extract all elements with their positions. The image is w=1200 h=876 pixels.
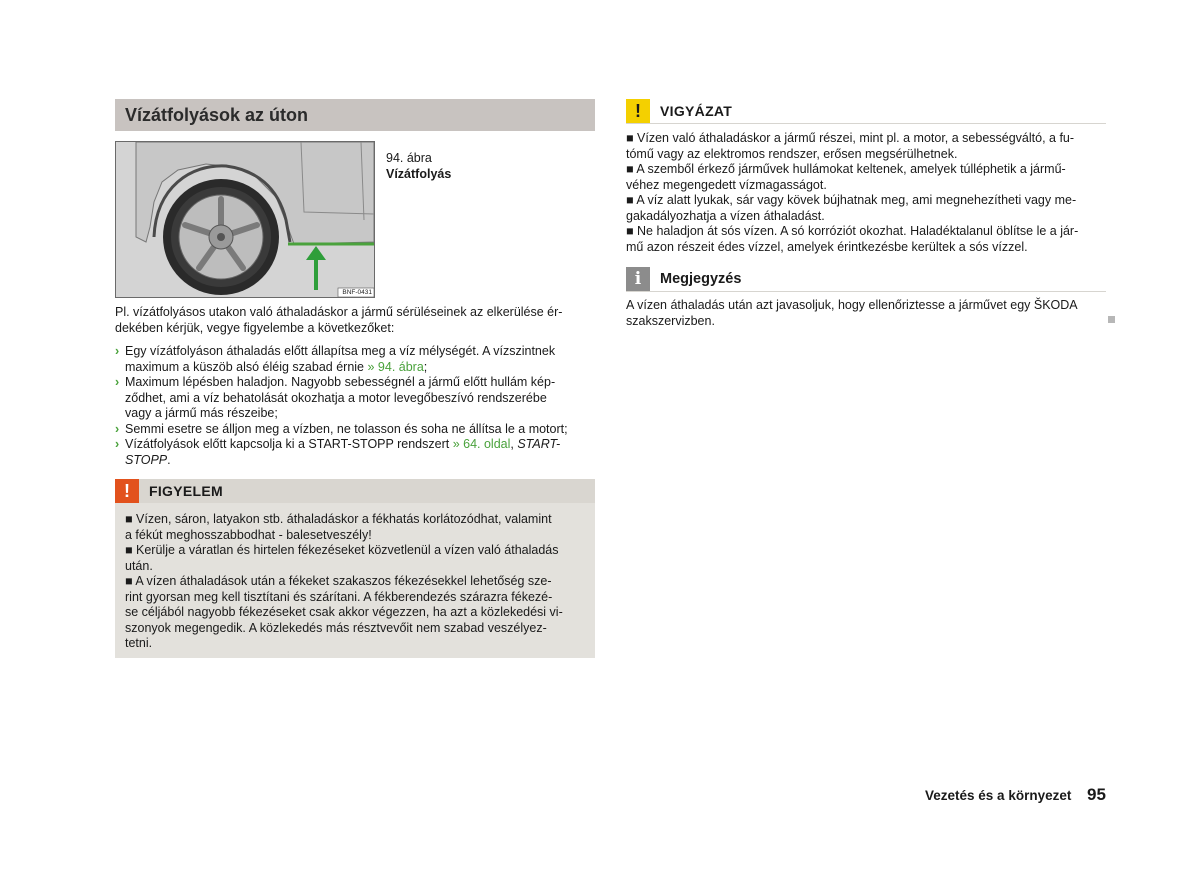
caution-text: ■ Vízen való áthaladáskor a jármű részei, mint pl. a motor, a sebességváltó, a fu- tómű vagy az elektromos rendszer, erősen megsérülhetnek. ■ A szemből érkező járművek hullámokat keltenek, amelyek túlléphetik a jármű- véhez megengedett vízmagasságot. ■ A víz alatt lyukak, sár vagy kövek bújhatnak meg, ami megnehezítheti vagy me- gakadályozhatja a vízen áthaladást. ■ Ne haladjon át sós vízen. A só korróziót okozhat. Haladéktalanul öblítse le a jár- mű azon részeit édes vízzel, amelyek érintkezésbe kerültek a sós vízzel.	[626, 131, 1079, 254]
footer-section-name: Vezetés és a környezet	[925, 788, 1072, 803]
figure-link[interactable]: » 94. ábra	[367, 359, 424, 374]
chevron-right-icon: ›	[115, 437, 120, 451]
list-item: › Egy vízátfolyáson áthaladás előtt állapítsa meg a víz mélységét. A vízszintnek maximum a küszöb alsó éléig szabad érnie » 94. ábra;	[115, 344, 556, 374]
chevron-right-icon: ›	[115, 375, 120, 389]
list-item: › Semmi esetre se álljon meg a vízben, ne tolasson és soha ne állítsa le a motort;	[115, 421, 568, 436]
figure-caption	[386, 150, 451, 182]
warning-header	[115, 479, 595, 503]
figure-code: BNF-0431	[342, 289, 372, 296]
figure-title: Vízátfolyás	[386, 167, 452, 181]
intro-paragraph	[115, 305, 590, 336]
section-heading	[115, 99, 595, 131]
page-link[interactable]: » 64. oldal	[452, 437, 511, 451]
note-title: Megjegyzés	[660, 271, 742, 287]
page-number: 95	[1087, 785, 1106, 804]
chevron-right-icon: ›	[115, 344, 120, 358]
exclamation-icon: !	[626, 99, 650, 123]
warning-box-figyelem	[115, 479, 595, 658]
figure-wheel-illustration	[115, 141, 375, 298]
list-item: › Maximum lépésben haladjon. Nagyobb sebességnél a jármű előtt hullám kép- ződhet, ami a víz behatolását okozhatja a motor levegőbeszívó rendszerébe vagy a jármű más részeibe;	[115, 375, 556, 420]
figure-number: 94. ábra	[386, 151, 432, 165]
info-icon: i	[626, 267, 650, 291]
note-text: A vízen áthaladás után azt javasoljuk, hogy ellenőriztesse a járművet egy ŠKODA szakszervizben.	[626, 298, 1078, 328]
instruction-list	[115, 344, 585, 468]
caution-header	[626, 99, 1106, 124]
exclamation-icon: !	[115, 479, 139, 503]
caution-title: VIGYÁZAT	[660, 103, 733, 119]
note-header	[626, 267, 1106, 292]
warning-title: FIGYELEM	[149, 483, 223, 499]
chevron-right-icon: ›	[115, 421, 120, 436]
section-end-marker	[1108, 316, 1115, 323]
intro-line-2: dekében kérjük, vegye figyelembe a következőket:	[115, 320, 395, 335]
list-item: › Vízátfolyások előtt kapcsolja ki a START-STOPP rendszert » 64. oldal, START- STOPP.	[115, 437, 561, 467]
caution-box-vigyazat	[626, 99, 1106, 131]
warning-text: ■ Vízen, sáron, latyakon stb. áthaladáskor a fékhatás korlátozódhat, valamint a fékút meghosszabbodhat - balesetveszély! ■ Kerülje a váratlan és hirtelen fékezéseket közvetlenül a vízen való áthaladás után. ■ A vízen áthaladások után a fékeket szakaszos fékezésekkel lehetőség sze- rint gyorsan meg kell tisztítani és szárítani. A fékberendezés szárazra fékezé- se céljából nagyobb fékezéseket csak akkor végezzen, ha azt a közlekedési vi- szonyok megengedik. A közlekedés más résztvevőit nem szabad veszélyez- tetni.	[125, 512, 563, 650]
wheel-drawing	[116, 142, 374, 297]
section-title: Vízátfolyások az úton	[125, 104, 309, 125]
intro-line-1: Pl. vízátfolyásos utakon való áthaladáskor a jármű sérüléseinek az elkerülése ér-	[115, 305, 563, 319]
